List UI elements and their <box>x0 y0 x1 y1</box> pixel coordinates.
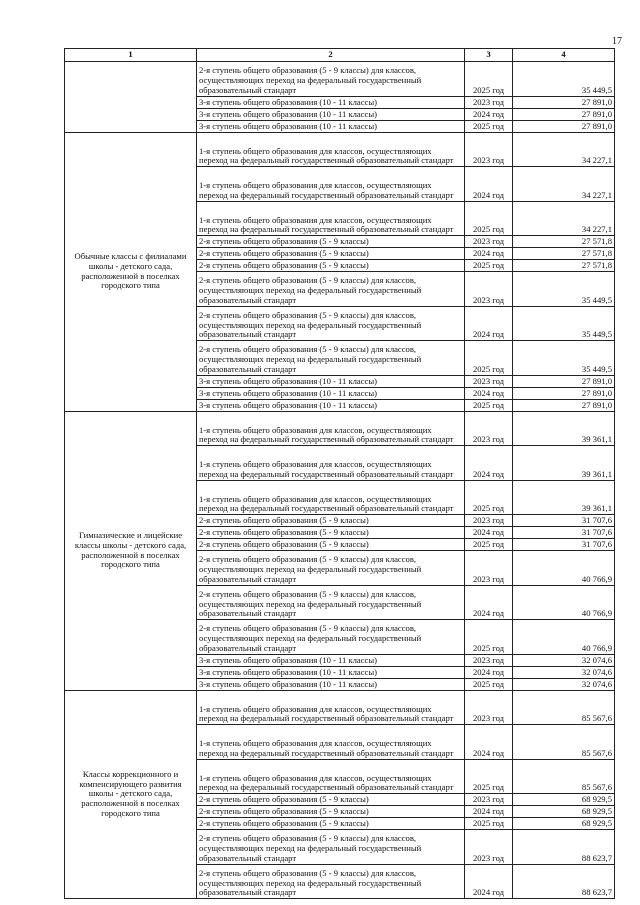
year-cell: 2024 год <box>465 725 513 760</box>
value-cell: 27 891,0 <box>513 375 615 387</box>
year-cell: 2024 год <box>465 387 513 399</box>
year-cell: 2025 год <box>465 759 513 794</box>
description-cell: 1-я ступень общего образования для классов, осуществляющих переход на федеральный государственный образовательный стандарт <box>197 690 465 725</box>
value-cell: 27 571,8 <box>513 236 615 248</box>
value-cell: 27 891,0 <box>513 108 615 120</box>
year-cell: 2024 год <box>465 806 513 818</box>
header-col-3: 3 <box>465 49 513 62</box>
description-cell: 2-я ступень общего образования (5 - 9 классы) для классов, осуществляющих переход на федеральный государственный образовательный стандарт <box>197 864 465 899</box>
year-cell: 2023 год <box>465 654 513 666</box>
year-cell: 2025 год <box>465 678 513 690</box>
value-cell: 40 766,9 <box>513 585 615 620</box>
year-cell: 2023 год <box>465 830 513 865</box>
description-cell: 3-я ступень общего образования (10 - 11 классы) <box>197 120 465 132</box>
category-cell <box>65 62 197 133</box>
year-cell: 2024 год <box>465 666 513 678</box>
description-cell: 3-я ступень общего образования (10 - 11 классы) <box>197 387 465 399</box>
year-cell: 2025 год <box>465 341 513 376</box>
description-cell: 2-я ступень общего образования (5 - 9 классы) <box>197 248 465 260</box>
description-cell: 2-я ступень общего образования (5 - 9 классы) для классов, осуществляющих переход на федеральный государственный образовательный стандарт <box>197 585 465 620</box>
table-row <box>65 132 615 167</box>
year-cell: 2023 год <box>465 794 513 806</box>
description-cell: 2-я ступень общего образования (5 - 9 классы) для классов, осуществляющих переход на федеральный государственный образовательный стандарт <box>197 62 465 97</box>
value-cell: 27 891,0 <box>513 96 615 108</box>
table-row <box>65 62 615 97</box>
year-cell: 2024 год <box>465 167 513 202</box>
header-col-1: 1 <box>65 49 197 62</box>
tariff-table <box>64 48 615 899</box>
header-col-2: 2 <box>197 49 465 62</box>
value-cell: 32 074,6 <box>513 654 615 666</box>
year-cell: 2023 год <box>465 375 513 387</box>
value-cell: 39 361,1 <box>513 446 615 481</box>
description-cell: 1-я ступень общего образования для классов, осуществляющих переход на федеральный государственный образовательный стандарт <box>197 411 465 446</box>
category-cell: Обычные классы с филиалами школы - детского сада, расположенной в поселках городского типа <box>65 132 197 411</box>
description-cell: 2-я ступень общего образования (5 - 9 классы) для классов, осуществляющих переход на федеральный государственный образовательный стандарт <box>197 830 465 865</box>
description-cell: 2-я ступень общего образования (5 - 9 классы) для классов, осуществляющих переход на федеральный государственный образовательный стандарт <box>197 551 465 586</box>
value-cell: 35 449,5 <box>513 272 615 307</box>
value-cell: 85 567,6 <box>513 759 615 794</box>
value-cell: 31 707,6 <box>513 539 615 551</box>
value-cell: 39 361,1 <box>513 480 615 515</box>
value-cell: 32 074,6 <box>513 678 615 690</box>
description-cell: 2-я ступень общего образования (5 - 9 классы) для классов, осуществляющих переход на федеральный государственный образовательный стандарт <box>197 272 465 307</box>
description-cell: 1-я ступень общего образования для классов, осуществляющих переход на федеральный государственный образовательный стандарт <box>197 759 465 794</box>
value-cell: 31 707,6 <box>513 515 615 527</box>
value-cell: 34 227,1 <box>513 132 615 167</box>
value-cell: 35 449,5 <box>513 341 615 376</box>
description-cell: 2-я ступень общего образования (5 - 9 классы) <box>197 236 465 248</box>
year-cell: 2023 год <box>465 515 513 527</box>
year-cell: 2024 год <box>465 864 513 899</box>
value-cell: 68 929,5 <box>513 794 615 806</box>
description-cell: 3-я ступень общего образования (10 - 11 классы) <box>197 666 465 678</box>
value-cell: 88 623,7 <box>513 864 615 899</box>
year-cell: 2023 год <box>465 132 513 167</box>
header-row <box>65 49 615 62</box>
table-body <box>65 62 615 899</box>
value-cell: 68 929,5 <box>513 806 615 818</box>
description-cell: 2-я ступень общего образования (5 - 9 классы) для классов, осуществляющих переход на федеральный государственный образовательный стандарт <box>197 341 465 376</box>
value-cell: 34 227,1 <box>513 167 615 202</box>
description-cell: 1-я ступень общего образования для классов, осуществляющих переход на федеральный государственный образовательный стандарт <box>197 167 465 202</box>
value-cell: 35 449,5 <box>513 62 615 97</box>
year-cell: 2025 год <box>465 539 513 551</box>
year-cell: 2025 год <box>465 62 513 97</box>
description-cell: 2-я ступень общего образования (5 - 9 классы) <box>197 539 465 551</box>
description-cell: 2-я ступень общего образования (5 - 9 классы) для классов, осуществляющих переход на федеральный государственный образовательный стандарт <box>197 620 465 655</box>
year-cell: 2025 год <box>465 818 513 830</box>
year-cell: 2023 год <box>465 690 513 725</box>
year-cell: 2025 год <box>465 399 513 411</box>
year-cell: 2024 год <box>465 585 513 620</box>
value-cell: 32 074,6 <box>513 666 615 678</box>
year-cell: 2024 год <box>465 248 513 260</box>
value-cell: 27 891,0 <box>513 120 615 132</box>
year-cell: 2025 год <box>465 480 513 515</box>
value-cell: 39 361,1 <box>513 411 615 446</box>
year-cell: 2023 год <box>465 551 513 586</box>
year-cell: 2024 год <box>465 108 513 120</box>
description-cell: 3-я ступень общего образования (10 - 11 классы) <box>197 654 465 666</box>
page-number: 17 <box>612 36 622 47</box>
year-cell: 2025 год <box>465 260 513 272</box>
table-row <box>65 411 615 446</box>
year-cell: 2025 год <box>465 620 513 655</box>
value-cell: 27 571,8 <box>513 260 615 272</box>
description-cell: 3-я ступень общего образования (10 - 11 классы) <box>197 96 465 108</box>
value-cell: 27 571,8 <box>513 248 615 260</box>
value-cell: 85 567,6 <box>513 725 615 760</box>
value-cell: 88 623,7 <box>513 830 615 865</box>
year-cell: 2023 год <box>465 96 513 108</box>
year-cell: 2025 год <box>465 201 513 236</box>
value-cell: 40 766,9 <box>513 551 615 586</box>
description-cell: 1-я ступень общего образования для классов, осуществляющих переход на федеральный государственный образовательный стандарт <box>197 480 465 515</box>
value-cell: 35 449,5 <box>513 306 615 341</box>
year-cell: 2025 год <box>465 120 513 132</box>
value-cell: 68 929,5 <box>513 818 615 830</box>
description-cell: 2-я ступень общего образования (5 - 9 классы) <box>197 806 465 818</box>
description-cell: 3-я ступень общего образования (10 - 11 классы) <box>197 399 465 411</box>
table-row <box>65 690 615 725</box>
description-cell: 2-я ступень общего образования (5 - 9 классы) <box>197 527 465 539</box>
value-cell: 31 707,6 <box>513 527 615 539</box>
value-cell: 85 567,6 <box>513 690 615 725</box>
description-cell: 1-я ступень общего образования для классов, осуществляющих переход на федеральный государственный образовательный стандарт <box>197 132 465 167</box>
description-cell: 3-я ступень общего образования (10 - 11 классы) <box>197 678 465 690</box>
category-cell: Гимназические и лицейские классы школы - детского сада, расположенной в поселках городского типа <box>65 411 197 690</box>
value-cell: 40 766,9 <box>513 620 615 655</box>
year-cell: 2024 год <box>465 306 513 341</box>
category-cell: Классы коррекционного и компенсирующего развития школы - детского сада, расположенной в поселках городского типа <box>65 690 197 899</box>
year-cell: 2024 год <box>465 527 513 539</box>
year-cell: 2023 год <box>465 236 513 248</box>
description-cell: 2-я ступень общего образования (5 - 9 классы) для классов, осуществляющих переход на федеральный государственный образовательный стандарт <box>197 306 465 341</box>
value-cell: 27 891,0 <box>513 399 615 411</box>
description-cell: 2-я ступень общего образования (5 - 9 классы) <box>197 260 465 272</box>
header-col-4: 4 <box>513 49 615 62</box>
description-cell: 3-я ступень общего образования (10 - 11 классы) <box>197 108 465 120</box>
description-cell: 2-я ступень общего образования (5 - 9 классы) <box>197 515 465 527</box>
description-cell: 2-я ступень общего образования (5 - 9 классы) <box>197 818 465 830</box>
description-cell: 1-я ступень общего образования для классов, осуществляющих переход на федеральный государственный образовательный стандарт <box>197 201 465 236</box>
year-cell: 2023 год <box>465 411 513 446</box>
year-cell: 2024 год <box>465 446 513 481</box>
description-cell: 3-я ступень общего образования (10 - 11 классы) <box>197 375 465 387</box>
description-cell: 1-я ступень общего образования для классов, осуществляющих переход на федеральный государственный образовательный стандарт <box>197 725 465 760</box>
value-cell: 27 891,0 <box>513 387 615 399</box>
description-cell: 2-я ступень общего образования (5 - 9 классы) <box>197 794 465 806</box>
value-cell: 34 227,1 <box>513 201 615 236</box>
year-cell: 2023 год <box>465 272 513 307</box>
description-cell: 1-я ступень общего образования для классов, осуществляющих переход на федеральный государственный образовательный стандарт <box>197 446 465 481</box>
